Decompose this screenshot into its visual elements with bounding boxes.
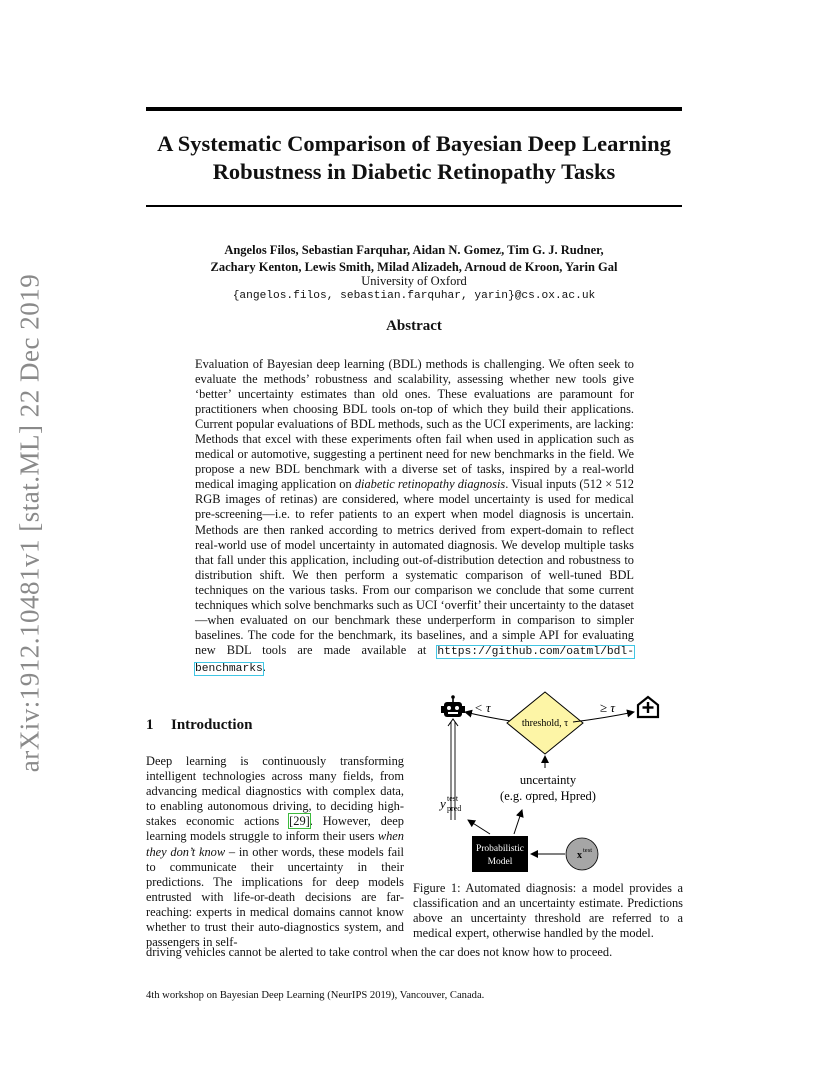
abstract-heading: Abstract — [386, 318, 442, 334]
paper-title: A Systematic Comparison of Bayesian Deep Learning Robustness in Diabetic Retinopathy Tasks — [157, 131, 671, 184]
below-threshold-label: < τ — [474, 700, 491, 715]
model-label-line2: Model — [487, 857, 513, 867]
section-heading: 1 Introduction — [146, 717, 253, 733]
citation-link[interactable]: [29] — [289, 814, 310, 829]
uncertainty-examples: (e.g. σpred, Hpred) — [500, 789, 596, 803]
threshold-label: threshold, τ — [521, 718, 569, 729]
robot-icon — [441, 695, 465, 717]
arrow-model-to-prediction — [468, 820, 490, 834]
arxiv-stamp-text: arXiv:1912.10481v1 [stat.ML] 22 Dec 2019 — [14, 273, 45, 773]
title-bottom-rule — [146, 205, 682, 207]
arrow-model-to-uncertainty — [514, 810, 522, 834]
author-list: Angelos Filos, Sebastian Farquhar, Aidan N. Gomez, Tim G. J. Rudner, Zachary Kenton, Lewis Smith, Milad Alizadeh, Arnoud de Kroon, Yarin Gal — [210, 243, 618, 274]
figure-1-diagram — [410, 690, 690, 875]
figure-caption: Figure 1: Automated diagnosis: a model provides a classification and an uncertainty estimate. Predictions above an uncertainty threshold are referred to a medical expert, otherwise handled by the model. — [413, 881, 683, 941]
ypred-label: y — [440, 796, 446, 811]
affiliation: University of Oxford — [361, 274, 467, 288]
hospital-icon — [638, 697, 658, 717]
input-label: x — [577, 850, 582, 861]
abstract-body: Evaluation of Bayesian deep learning (BDL) methods is challenging. We often seek to evaluate the methods’ robustness and scalability, assessing whether new tools give ‘better’ uncertainty estimates than old ones. These evaluations are paramount for practitioners when choosing BDL tools on-top of which they build their applications. Current popular evaluations of BDL methods, such as the UCI experiments, are lacking: Methods that excel with these experiments often fail when used in application such as medical or automotive, suggesting a pertinent need for new benchmarks in the field. We propose a new BDL benchmark with a diverse set of tasks, inspired by a real-world medical imaging application on diabetic retinopathy diagnosis. Visual inputs (512 × 512 RGB images of retinas) are considered, where model uncertainty is used for medical pre-screening—i.e. to refer patients to an expert when model diagnosis is uncertain. Methods are then ranked according to metrics derived from expert-domain to reflect real-world use of model uncertainty in automated diagnosis. We develop multiple tasks that fall under this application, including out-of-distribution detection and robustness to distribution shift. We then perform a systematic comparison of well-tuned BDL techniques on the various tasks. From our comparison we conclude that some current techniques which solve benchmarks such as UCI ‘overfit’ their uncertainty to the dataset—when evaluated on our benchmark these underperform in comparison to simpler baselines. The code for the benchmark, its baselines, and a simple API for evaluating new BDL tools are made available at https://github.com/oatml/bdl-benchmarks. — [195, 357, 634, 675]
arxiv-stamp — [10, 268, 50, 778]
ypred-subscript: pred — [447, 804, 462, 813]
author-emails: {angelos.filos, sebastian.farquhar, yarin}@cs.ox.ac.uk — [232, 290, 596, 302]
uncertainty-label: uncertainty — [519, 773, 577, 787]
intro-paragraph-tail: driving vehicles cannot be alerted to take control when the car does not know how to proceed. — [146, 945, 613, 959]
prediction-arrow-head — [448, 719, 458, 726]
input-superscript: test — [583, 847, 593, 854]
model-label-line1: Probabilistic — [475, 844, 525, 854]
ypred-superscript: test — [447, 794, 459, 803]
page-footer: 4th workshop on Bayesian Deep Learning (NeurIPS 2019), Vancouver, Canada. — [146, 990, 485, 1001]
intro-paragraph: Deep learning is continuously transforming intelligent technologies across many fields, from advancing medical diagnostics with complex data, to enabling autonomous driving, to deciding high-stakes economic actions [29]. However, deep learning models struggle to inform their users when they don’t know – in other words, these models fail to communicate their uncertainty in their predictions. The implications for deep models entrusted with life-or-death decisions are far-reaching: experts in medical domains cannot know whether to trust their auto-diagnostics system, and passengers in self- — [146, 754, 404, 950]
title-top-rule — [146, 107, 682, 111]
arrow-to-model-decision — [465, 712, 517, 722]
above-threshold-label: ≥ τ — [600, 700, 616, 715]
input-circle — [566, 838, 598, 870]
benchmark-link[interactable]: https://github.com/oatml/bdl-benchmarks — [195, 645, 634, 675]
